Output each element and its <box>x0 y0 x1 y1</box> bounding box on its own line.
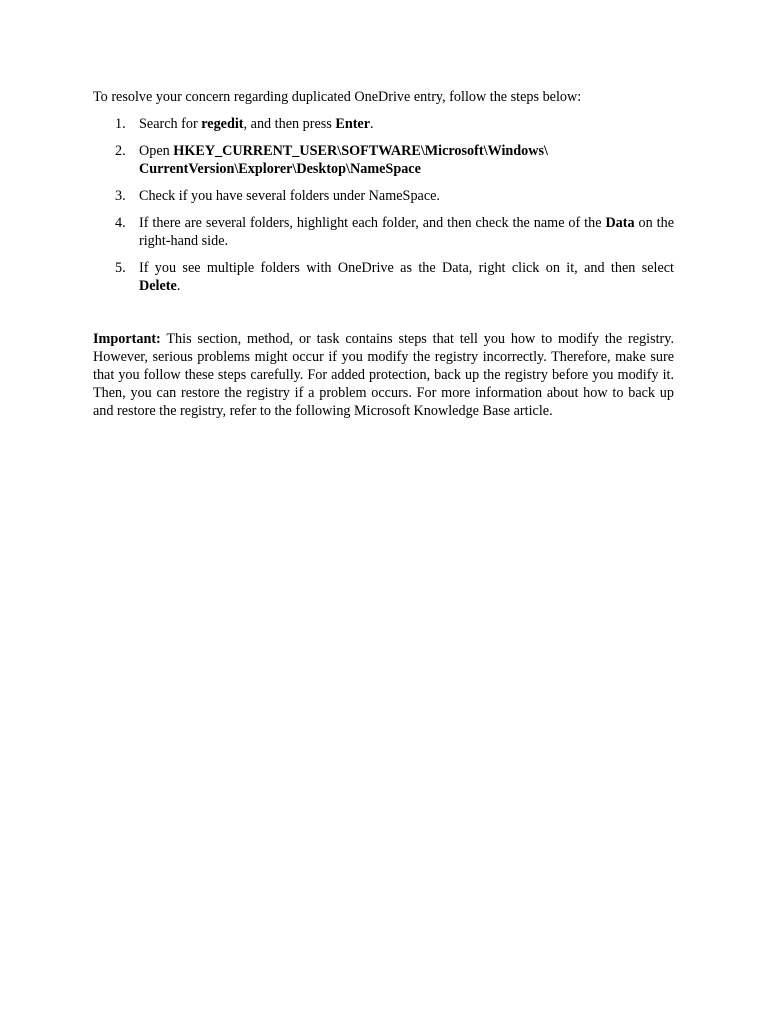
bold-term-delete: Delete <box>139 278 177 294</box>
bold-term-regedit: regedit <box>201 116 244 132</box>
document-page <box>93 88 674 420</box>
registry-path-line-1: HKEY_CURRENT_USER\SOFTWARE\Microsoft\Windows\ <box>173 143 548 159</box>
step-number: 1. <box>115 116 126 132</box>
step-4: 4. If there are several folders, highlight each folder, and then check the name of the Data on the right-hand side. <box>115 215 674 249</box>
steps-list <box>93 115 674 295</box>
step-1: 1. Search for regedit, and then press Enter. <box>115 116 374 132</box>
bold-term-enter: Enter <box>335 116 371 132</box>
step-2: 2. Open HKEY_CURRENT_USER\SOFTWARE\Microsoft\Windows\ CurrentVersion\Explorer\Desktop\NameSpace <box>115 143 548 177</box>
bold-term-data: Data <box>605 215 635 231</box>
step-number: 2. <box>115 143 126 159</box>
step-3: 3. Check if you have several folders under NameSpace. <box>115 188 440 204</box>
step-number: 4. <box>115 215 126 231</box>
step-number: 3. <box>115 188 126 204</box>
intro-paragraph: To resolve your concern regarding duplicated OneDrive entry, follow the steps below: <box>93 89 582 105</box>
important-paragraph <box>93 330 674 420</box>
registry-path-line-2: CurrentVersion\Explorer\Desktop\NameSpace <box>139 161 421 177</box>
important-label: Important: <box>93 331 161 347</box>
step-5: 5. If you see multiple folders with OneDrive as the Data, right click on it, and then select Delete. <box>115 260 674 294</box>
step-number: 5. <box>115 260 126 276</box>
important-text: This section, method, or task contains steps that tell you how to modify the registry. However, serious problems might occur if you modify the registry incorrectly. Therefore, make sure that you follow these steps carefully. For added protection, back up the registry before you modify it. Then, you can restore the registry if a problem occurs. For more information about how to back up and restore the registry, refer to the following Microsoft Knowledge Base article. <box>93 331 674 419</box>
